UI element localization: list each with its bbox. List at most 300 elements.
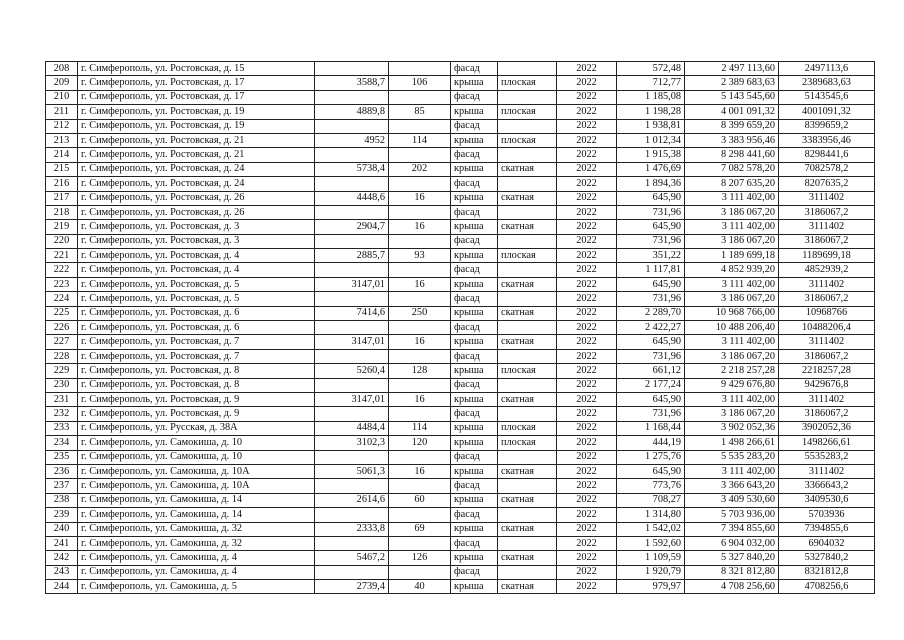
roof-type-cell — [498, 508, 557, 522]
table-row — [46, 565, 875, 579]
volume-cell: 2 422,27 — [617, 321, 685, 335]
row-number-cell: 231 — [46, 392, 78, 406]
volume-cell: 444,19 — [617, 436, 685, 450]
volume-cell: 1 117,81 — [617, 263, 685, 277]
count-cell: 93 — [389, 249, 451, 263]
cost-plain-cell: 8399659,2 — [779, 119, 875, 133]
cost-cell: 4 001 091,32 — [685, 105, 779, 119]
area-cell: 3147,01 — [315, 392, 389, 406]
table-row — [46, 349, 875, 363]
area-cell: 2904,7 — [315, 220, 389, 234]
cost-plain-cell: 3902052,36 — [779, 421, 875, 435]
address-cell: г. Симферополь, ул. Ростовская, д. 24 — [78, 177, 315, 191]
row-number-cell: 235 — [46, 450, 78, 464]
table-row — [46, 177, 875, 191]
count-cell: 202 — [389, 162, 451, 176]
cost-plain-cell: 8207635,2 — [779, 177, 875, 191]
table-row — [46, 536, 875, 550]
cost-plain-cell: 3186067,2 — [779, 349, 875, 363]
address-cell: г. Симферополь, ул. Ростовская, д. 5 — [78, 292, 315, 306]
roof-type-cell — [498, 205, 557, 219]
volume-cell: 712,77 — [617, 76, 685, 90]
volume-cell: 1 915,38 — [617, 148, 685, 162]
address-cell: г. Симферополь, ул. Ростовская, д. 19 — [78, 105, 315, 119]
roof-type-cell: скатная — [498, 392, 557, 406]
row-number-cell: 214 — [46, 148, 78, 162]
year-cell: 2022 — [557, 335, 617, 349]
cost-cell: 8 321 812,80 — [685, 565, 779, 579]
table-row — [46, 62, 875, 76]
cost-cell: 5 703 936,00 — [685, 508, 779, 522]
roof-type-cell: плоская — [498, 364, 557, 378]
address-cell: г. Симферополь, ул. Ростовская, д. 6 — [78, 321, 315, 335]
address-cell: г. Симферополь, ул. Самокиша, д. 10 — [78, 436, 315, 450]
cost-cell: 8 207 635,20 — [685, 177, 779, 191]
table-row — [46, 119, 875, 133]
roof-type-cell: скатная — [498, 191, 557, 205]
row-number-cell: 210 — [46, 90, 78, 104]
roof-type-cell — [498, 349, 557, 363]
volume-cell: 1 275,76 — [617, 450, 685, 464]
row-number-cell: 215 — [46, 162, 78, 176]
year-cell: 2022 — [557, 205, 617, 219]
volume-cell: 1 185,08 — [617, 90, 685, 104]
table-row — [46, 493, 875, 507]
year-cell: 2022 — [557, 493, 617, 507]
year-cell: 2022 — [557, 349, 617, 363]
year-cell: 2022 — [557, 378, 617, 392]
count-cell: 40 — [389, 580, 451, 594]
element-cell: крыша — [451, 421, 498, 435]
cost-plain-cell: 4852939,2 — [779, 263, 875, 277]
cost-cell: 3 902 052,36 — [685, 421, 779, 435]
year-cell: 2022 — [557, 306, 617, 320]
table-row — [46, 263, 875, 277]
cost-cell: 4 708 256,60 — [685, 580, 779, 594]
address-cell: г. Симферополь, ул. Самокиша, д. 32 — [78, 536, 315, 550]
roof-type-cell — [498, 62, 557, 76]
cost-cell: 3 186 067,20 — [685, 407, 779, 421]
year-cell: 2022 — [557, 364, 617, 378]
area-cell — [315, 177, 389, 191]
element-cell: крыша — [451, 436, 498, 450]
cost-cell: 3 383 956,46 — [685, 133, 779, 147]
volume-cell: 2 289,70 — [617, 306, 685, 320]
cost-cell: 3 111 402,00 — [685, 277, 779, 291]
year-cell: 2022 — [557, 263, 617, 277]
volume-cell: 731,96 — [617, 234, 685, 248]
row-number-cell: 242 — [46, 551, 78, 565]
cost-plain-cell: 3409530,6 — [779, 493, 875, 507]
address-cell: г. Симферополь, ул. Ростовская, д. 9 — [78, 392, 315, 406]
element-cell: фасад — [451, 407, 498, 421]
year-cell: 2022 — [557, 277, 617, 291]
roof-type-cell — [498, 450, 557, 464]
table-row — [46, 464, 875, 478]
row-number-cell: 239 — [46, 508, 78, 522]
cost-plain-cell: 10968766 — [779, 306, 875, 320]
cost-cell: 5 143 545,60 — [685, 90, 779, 104]
table-row — [46, 551, 875, 565]
count-cell: 250 — [389, 306, 451, 320]
year-cell: 2022 — [557, 580, 617, 594]
cost-cell: 3 111 402,00 — [685, 220, 779, 234]
address-cell: г. Симферополь, ул. Ростовская, д. 4 — [78, 263, 315, 277]
count-cell: 16 — [389, 464, 451, 478]
count-cell: 114 — [389, 421, 451, 435]
cost-plain-cell: 3111402 — [779, 277, 875, 291]
roof-type-cell — [498, 263, 557, 277]
table-row — [46, 105, 875, 119]
cost-cell: 3 186 067,20 — [685, 349, 779, 363]
volume-cell: 1 012,34 — [617, 133, 685, 147]
area-cell — [315, 321, 389, 335]
count-cell: 106 — [389, 76, 451, 90]
cost-plain-cell: 4708256,6 — [779, 580, 875, 594]
year-cell: 2022 — [557, 234, 617, 248]
count-cell — [389, 450, 451, 464]
roof-type-cell — [498, 177, 557, 191]
row-number-cell: 213 — [46, 133, 78, 147]
volume-cell: 1 109,59 — [617, 551, 685, 565]
cost-cell: 3 186 067,20 — [685, 292, 779, 306]
row-number-cell: 244 — [46, 580, 78, 594]
cost-plain-cell: 2389683,63 — [779, 76, 875, 90]
count-cell: 16 — [389, 277, 451, 291]
row-number-cell: 221 — [46, 249, 78, 263]
area-cell: 2614,6 — [315, 493, 389, 507]
year-cell: 2022 — [557, 148, 617, 162]
area-cell: 4448,6 — [315, 191, 389, 205]
row-number-cell: 227 — [46, 335, 78, 349]
area-cell — [315, 90, 389, 104]
element-cell: фасад — [451, 90, 498, 104]
table-row — [46, 421, 875, 435]
volume-cell: 979,97 — [617, 580, 685, 594]
cost-plain-cell: 3111402 — [779, 392, 875, 406]
cost-plain-cell: 7082578,2 — [779, 162, 875, 176]
element-cell: фасад — [451, 479, 498, 493]
roof-type-cell — [498, 90, 557, 104]
volume-cell: 1 894,36 — [617, 177, 685, 191]
roof-type-cell: плоская — [498, 436, 557, 450]
cost-cell: 3 111 402,00 — [685, 392, 779, 406]
year-cell: 2022 — [557, 105, 617, 119]
roof-type-cell — [498, 148, 557, 162]
table-row — [46, 508, 875, 522]
area-cell: 2885,7 — [315, 249, 389, 263]
year-cell: 2022 — [557, 421, 617, 435]
cost-cell: 4 852 939,20 — [685, 263, 779, 277]
address-cell: г. Симферополь, ул. Ростовская, д. 7 — [78, 335, 315, 349]
row-number-cell: 237 — [46, 479, 78, 493]
address-cell: г. Симферополь, ул. Самокиша, д. 10А — [78, 479, 315, 493]
cost-plain-cell: 10488206,4 — [779, 321, 875, 335]
cost-cell: 7 082 578,20 — [685, 162, 779, 176]
year-cell: 2022 — [557, 536, 617, 550]
roof-type-cell: скатная — [498, 335, 557, 349]
count-cell — [389, 292, 451, 306]
row-number-cell: 233 — [46, 421, 78, 435]
volume-cell: 2 177,24 — [617, 378, 685, 392]
cost-plain-cell: 3111402 — [779, 335, 875, 349]
table-row — [46, 392, 875, 406]
roof-type-cell — [498, 378, 557, 392]
count-cell: 16 — [389, 191, 451, 205]
address-cell: г. Симферополь, ул. Ростовская, д. 21 — [78, 133, 315, 147]
volume-cell: 645,90 — [617, 277, 685, 291]
year-cell: 2022 — [557, 464, 617, 478]
table-row — [46, 306, 875, 320]
row-number-cell: 209 — [46, 76, 78, 90]
area-cell: 3102,3 — [315, 436, 389, 450]
cost-plain-cell: 3186067,2 — [779, 407, 875, 421]
cost-cell: 2 389 683,63 — [685, 76, 779, 90]
address-cell: г. Симферополь, ул. Самокиша, д. 4 — [78, 551, 315, 565]
table-row — [46, 162, 875, 176]
table-row — [46, 133, 875, 147]
table-row — [46, 407, 875, 421]
table-row — [46, 364, 875, 378]
volume-cell: 731,96 — [617, 407, 685, 421]
element-cell: фасад — [451, 450, 498, 464]
volume-cell: 708,27 — [617, 493, 685, 507]
cost-plain-cell: 3383956,46 — [779, 133, 875, 147]
roof-type-cell — [498, 536, 557, 550]
row-number-cell: 211 — [46, 105, 78, 119]
volume-cell: 351,22 — [617, 249, 685, 263]
area-cell — [315, 349, 389, 363]
row-number-cell: 224 — [46, 292, 78, 306]
area-cell: 4889,8 — [315, 105, 389, 119]
element-cell: фасад — [451, 349, 498, 363]
roof-type-cell — [498, 292, 557, 306]
count-cell — [389, 349, 451, 363]
cost-cell: 10 968 766,00 — [685, 306, 779, 320]
address-cell: г. Симферополь, ул. Ростовская, д. 3 — [78, 220, 315, 234]
area-cell — [315, 479, 389, 493]
element-cell: фасад — [451, 119, 498, 133]
count-cell — [389, 321, 451, 335]
row-number-cell: 208 — [46, 62, 78, 76]
count-cell: 85 — [389, 105, 451, 119]
count-cell: 16 — [389, 335, 451, 349]
roof-type-cell — [498, 119, 557, 133]
address-cell: г. Симферополь, ул. Ростовская, д. 21 — [78, 148, 315, 162]
cost-plain-cell: 5327840,2 — [779, 551, 875, 565]
table-row — [46, 249, 875, 263]
row-number-cell: 220 — [46, 234, 78, 248]
table-row — [46, 205, 875, 219]
cost-plain-cell: 3186067,2 — [779, 292, 875, 306]
cost-cell: 1 498 266,61 — [685, 436, 779, 450]
area-cell: 5467,2 — [315, 551, 389, 565]
year-cell: 2022 — [557, 292, 617, 306]
roof-type-cell: скатная — [498, 306, 557, 320]
area-cell — [315, 292, 389, 306]
address-cell: г. Симферополь, ул. Самокиша, д. 14 — [78, 493, 315, 507]
element-cell: фасад — [451, 565, 498, 579]
area-cell: 5738,4 — [315, 162, 389, 176]
year-cell: 2022 — [557, 191, 617, 205]
area-cell — [315, 508, 389, 522]
year-cell: 2022 — [557, 62, 617, 76]
address-cell: г. Симферополь, ул. Самокиша, д. 14 — [78, 508, 315, 522]
roof-type-cell: скатная — [498, 464, 557, 478]
volume-cell: 731,96 — [617, 292, 685, 306]
volume-cell: 1 168,44 — [617, 421, 685, 435]
year-cell: 2022 — [557, 450, 617, 464]
count-cell — [389, 148, 451, 162]
address-cell: г. Симферополь, ул. Самокиша, д. 10А — [78, 464, 315, 478]
area-cell — [315, 536, 389, 550]
cost-plain-cell: 2218257,28 — [779, 364, 875, 378]
address-cell: г. Симферополь, ул. Самокиша, д. 32 — [78, 522, 315, 536]
volume-cell: 773,76 — [617, 479, 685, 493]
address-cell: г. Симферополь, ул. Ростовская, д. 19 — [78, 119, 315, 133]
count-cell: 16 — [389, 392, 451, 406]
area-cell: 4952 — [315, 133, 389, 147]
count-cell — [389, 177, 451, 191]
volume-cell: 1 476,69 — [617, 162, 685, 176]
cost-cell: 3 366 643,20 — [685, 479, 779, 493]
year-cell: 2022 — [557, 565, 617, 579]
year-cell: 2022 — [557, 551, 617, 565]
cost-plain-cell: 5535283,2 — [779, 450, 875, 464]
area-cell — [315, 119, 389, 133]
cost-plain-cell: 3366643,2 — [779, 479, 875, 493]
element-cell: крыша — [451, 105, 498, 119]
table-row — [46, 234, 875, 248]
count-cell — [389, 378, 451, 392]
cost-plain-cell: 9429676,8 — [779, 378, 875, 392]
table-row — [46, 220, 875, 234]
element-cell: фасад — [451, 321, 498, 335]
area-cell — [315, 263, 389, 277]
address-cell: г. Симферополь, ул. Ростовская, д. 6 — [78, 306, 315, 320]
area-cell — [315, 234, 389, 248]
cost-cell: 3 111 402,00 — [685, 335, 779, 349]
element-cell: крыша — [451, 76, 498, 90]
table-row — [46, 292, 875, 306]
row-number-cell: 236 — [46, 464, 78, 478]
element-cell: фасад — [451, 292, 498, 306]
data-table — [45, 61, 875, 594]
row-number-cell: 218 — [46, 205, 78, 219]
year-cell: 2022 — [557, 436, 617, 450]
row-number-cell: 217 — [46, 191, 78, 205]
element-cell: крыша — [451, 580, 498, 594]
address-cell: г. Симферополь, ул. Самокиша, д. 4 — [78, 565, 315, 579]
count-cell: 120 — [389, 436, 451, 450]
cost-cell: 3 186 067,20 — [685, 205, 779, 219]
year-cell: 2022 — [557, 249, 617, 263]
volume-cell: 645,90 — [617, 220, 685, 234]
row-number-cell: 225 — [46, 306, 78, 320]
address-cell: г. Симферополь, ул. Ростовская, д. 8 — [78, 364, 315, 378]
element-cell: крыша — [451, 220, 498, 234]
area-cell — [315, 148, 389, 162]
volume-cell: 1 938,81 — [617, 119, 685, 133]
address-cell: г. Симферополь, ул. Ростовская, д. 3 — [78, 234, 315, 248]
table-row — [46, 76, 875, 90]
area-cell: 4484,4 — [315, 421, 389, 435]
roof-type-cell: скатная — [498, 522, 557, 536]
row-number-cell: 216 — [46, 177, 78, 191]
table-row — [46, 191, 875, 205]
element-cell: фасад — [451, 378, 498, 392]
address-cell: г. Симферополь, ул. Самокиша, д. 5 — [78, 580, 315, 594]
count-cell — [389, 536, 451, 550]
row-number-cell: 219 — [46, 220, 78, 234]
year-cell: 2022 — [557, 522, 617, 536]
element-cell: крыша — [451, 277, 498, 291]
cost-cell: 5 327 840,20 — [685, 551, 779, 565]
address-cell: г. Симферополь, ул. Самокиша, д. 10 — [78, 450, 315, 464]
element-cell: крыша — [451, 306, 498, 320]
cost-plain-cell: 3111402 — [779, 464, 875, 478]
table-row — [46, 90, 875, 104]
element-cell: крыша — [451, 464, 498, 478]
cost-cell: 7 394 855,60 — [685, 522, 779, 536]
element-cell: крыша — [451, 162, 498, 176]
element-cell: крыша — [451, 364, 498, 378]
roof-type-cell — [498, 234, 557, 248]
table-row — [46, 335, 875, 349]
cost-plain-cell: 5143545,6 — [779, 90, 875, 104]
row-number-cell: 234 — [46, 436, 78, 450]
count-cell: 16 — [389, 220, 451, 234]
roof-type-cell: плоская — [498, 133, 557, 147]
area-cell: 5260,4 — [315, 364, 389, 378]
year-cell: 2022 — [557, 177, 617, 191]
cost-plain-cell: 3186067,2 — [779, 234, 875, 248]
element-cell: крыша — [451, 493, 498, 507]
element-cell: фасад — [451, 177, 498, 191]
volume-cell: 661,12 — [617, 364, 685, 378]
area-cell: 3147,01 — [315, 335, 389, 349]
cost-plain-cell: 1189699,18 — [779, 249, 875, 263]
area-cell: 3588,7 — [315, 76, 389, 90]
row-number-cell: 240 — [46, 522, 78, 536]
roof-type-cell — [498, 565, 557, 579]
cost-plain-cell: 5703936 — [779, 508, 875, 522]
row-number-cell: 226 — [46, 321, 78, 335]
table-body — [46, 62, 875, 594]
table-row — [46, 436, 875, 450]
volume-cell: 645,90 — [617, 191, 685, 205]
cost-cell: 5 535 283,20 — [685, 450, 779, 464]
area-cell: 2333,8 — [315, 522, 389, 536]
element-cell: фасад — [451, 205, 498, 219]
cost-cell: 9 429 676,80 — [685, 378, 779, 392]
area-cell: 3147,01 — [315, 277, 389, 291]
cost-cell: 8 298 441,60 — [685, 148, 779, 162]
volume-cell: 1 592,60 — [617, 536, 685, 550]
volume-cell: 1 920,79 — [617, 565, 685, 579]
cost-plain-cell: 6904032 — [779, 536, 875, 550]
element-cell: крыша — [451, 133, 498, 147]
cost-plain-cell: 8321812,8 — [779, 565, 875, 579]
area-cell — [315, 450, 389, 464]
count-cell — [389, 407, 451, 421]
roof-type-cell — [498, 479, 557, 493]
count-cell: 69 — [389, 522, 451, 536]
address-cell: г. Симферополь, ул. Ростовская, д. 26 — [78, 205, 315, 219]
row-number-cell: 241 — [46, 536, 78, 550]
volume-cell: 645,90 — [617, 464, 685, 478]
cost-cell: 1 189 699,18 — [685, 249, 779, 263]
